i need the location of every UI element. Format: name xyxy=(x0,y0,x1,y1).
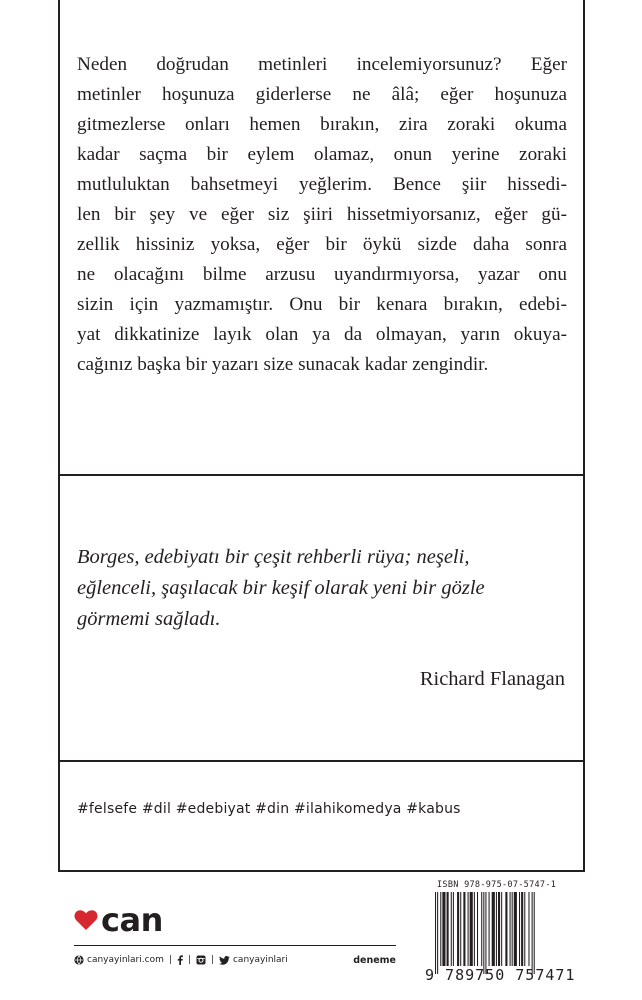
barcode-bar xyxy=(460,892,461,966)
barcode-bar xyxy=(437,892,438,974)
passage-line: len bir şey ve eğer siz şiiri hissetmiyorsanız, eğer gü- xyxy=(77,204,567,225)
frame-left-border xyxy=(58,0,60,872)
social-handle[interactable]: canyayinlari xyxy=(232,955,288,965)
barcode-bar xyxy=(435,892,436,974)
website-link[interactable]: canyayinlari.com xyxy=(87,955,164,965)
passage-line: sizin için yazmamıştır. Onu bir kenara bırakın, edebi- xyxy=(77,294,567,315)
hashtags: #felsefe #dil #edebiyat #din #ilahikomedya #kabus xyxy=(77,801,461,817)
barcode-image xyxy=(435,892,565,974)
barcode-bar xyxy=(501,892,502,966)
barcode-bar xyxy=(514,892,517,966)
barcode-bar xyxy=(524,892,525,966)
back-cover-passage xyxy=(77,50,567,380)
publisher-logo xyxy=(74,901,163,939)
passage-line: zellik hissiniz yoksa, eğer bir öykü sizde daha sonra xyxy=(77,234,567,255)
separator: | xyxy=(168,955,172,965)
barcode-bar xyxy=(512,892,513,966)
section-divider-1 xyxy=(58,474,585,476)
passage-line: ne olacağını bilme arzusu uyandırmıyorsa, yazar onu xyxy=(77,264,567,285)
barcode-bar xyxy=(498,892,500,966)
barcode-bar xyxy=(463,892,465,966)
barcode-bar xyxy=(457,892,459,966)
quote-line: görmemi sağladı. xyxy=(77,608,221,630)
publisher-footer xyxy=(74,953,396,967)
globe-icon xyxy=(74,955,84,965)
barcode-bar xyxy=(447,892,449,966)
blurb-quote xyxy=(77,542,557,635)
section-divider-3 xyxy=(58,870,585,872)
barcode-bar xyxy=(440,892,441,966)
barcode-bar xyxy=(489,892,490,966)
genre-label: deneme xyxy=(353,954,396,966)
isbn-label: ISBN 978-975-07-5747-1 xyxy=(437,880,557,890)
twitter-icon[interactable] xyxy=(219,956,230,965)
logo-wordmark: can xyxy=(101,901,163,939)
isbn-digits: 9 789750 757471 xyxy=(425,966,576,984)
barcode-bar xyxy=(496,892,497,966)
instagram-icon[interactable] xyxy=(196,955,206,965)
barcode-bar xyxy=(492,892,495,966)
barcode-bar xyxy=(451,892,452,966)
barcode-bar xyxy=(485,892,486,974)
barcode-bar xyxy=(481,892,482,966)
passage-line: Neden doğrudan metinleri incelemiyorsunuz? Eğer xyxy=(77,54,567,75)
barcode-bar xyxy=(528,892,529,966)
passage-line: cağınız başka bir yazarı size sunacak kadar zengindir. xyxy=(77,354,489,375)
frame-right-border xyxy=(583,0,585,872)
footer-divider xyxy=(74,945,396,946)
passage-line: kadar saçma bir eylem olamaz, onun yerine zoraki xyxy=(77,144,567,165)
barcode-bar xyxy=(532,892,533,974)
passage-line: yat dikkatinize layık olan ya da olmayan, yarın okuya- xyxy=(77,324,567,345)
barcode-bar xyxy=(483,892,484,974)
section-divider-2 xyxy=(58,760,585,762)
isbn-barcode-block xyxy=(425,880,576,990)
quote-author: Richard Flanagan xyxy=(419,668,565,690)
barcode-bar xyxy=(470,892,473,966)
barcode-bar xyxy=(474,892,475,966)
barcode-bar xyxy=(510,892,511,966)
facebook-icon[interactable] xyxy=(177,955,183,965)
barcode-bar xyxy=(453,892,454,966)
passage-line: mutluluktan bahsetmeyi yeğlerim. Bence şiir hissedi- xyxy=(77,174,567,195)
barcode-bar xyxy=(442,892,445,966)
quote-line: Borges, edebiyatı bir çeşit rehberli rüya; neşeli, xyxy=(77,546,470,568)
quote-line: eğlenceli, şaşılacak bir keşif olarak yeni bir gözle xyxy=(77,577,485,599)
separator: | xyxy=(210,955,214,965)
passage-line: metinler hoşunuza giderlerse ne âlâ; eğer hoşunuza xyxy=(77,84,567,105)
barcode-bar xyxy=(505,892,507,966)
barcode-bar xyxy=(534,892,535,974)
heart-icon xyxy=(74,909,98,931)
barcode-bar xyxy=(468,892,469,966)
barcode-bar xyxy=(519,892,520,966)
barcode-bar xyxy=(477,892,478,966)
passage-line: gitmezlerse onları hemen bırakın, zira zoraki okuma xyxy=(77,114,567,135)
barcode-bar xyxy=(521,892,523,966)
separator: | xyxy=(187,955,191,965)
